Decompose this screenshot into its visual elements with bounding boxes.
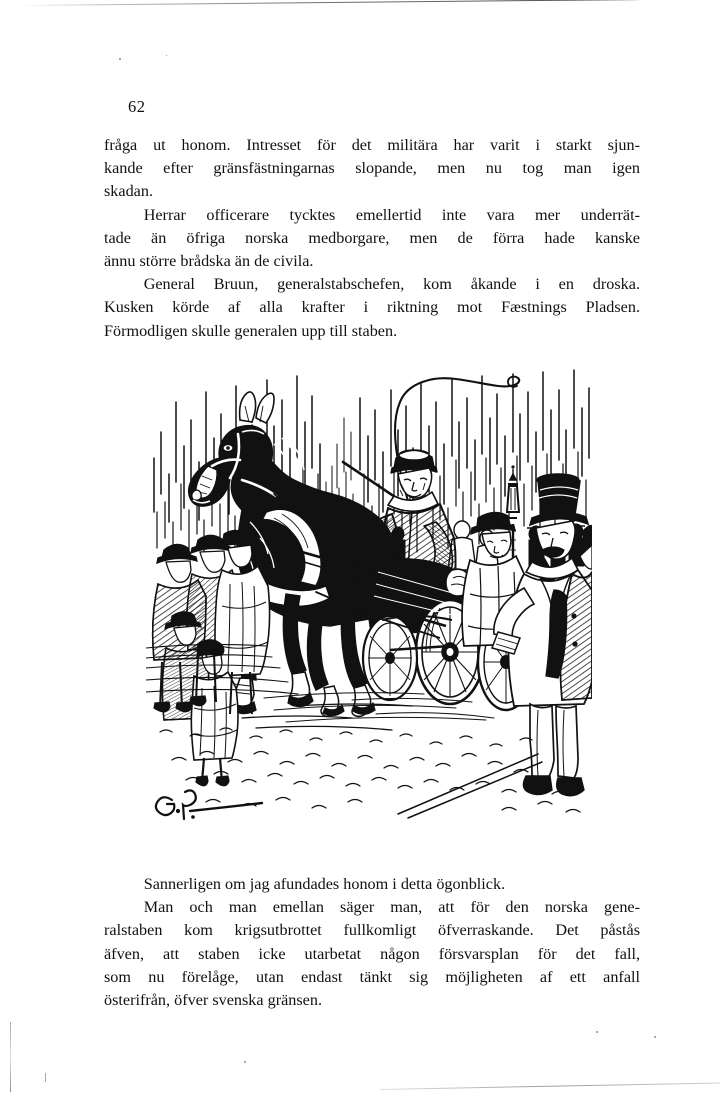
- scan-edge-top: [18, 0, 720, 6]
- text-line: Man och man emellan säger man, att för den norska gene-: [143, 898, 640, 917]
- text-line: fråga ut honom. Intresset för det militära har varit i starkt sjun-: [104, 136, 640, 154]
- text-line: äfven, att staben icke utarbetat någon försvarsplan för det fall,: [104, 944, 640, 963]
- text-line: Kusken körde af alla krafter i riktning mot Fæstnings Pladsen.: [104, 298, 640, 317]
- scan-speck: [166, 55, 167, 56]
- text-line: kande efter gränsfästningarnas slopande, men nu tog man igen: [104, 159, 640, 178]
- scan-speck: [119, 58, 121, 60]
- text-line: som nu förelåge, utan endast tänkt sig möjligheten af ett anfall: [104, 967, 640, 986]
- scan-edge-left: [10, 1022, 11, 1092]
- text-block-upper: [104, 134, 640, 343]
- text-line: österifrån, öfver svenska gränsen.: [104, 991, 323, 1010]
- text-line: General Bruun, generalstabschefen, kom åkande i en droska.: [143, 275, 640, 294]
- page-number: 62: [128, 97, 146, 116]
- text-line: ralstaben kom krigsutbrottet fullkomligt öfverraskande. Det påstås: [104, 921, 640, 940]
- text-line: Förmodligen skulle generalen upp till staben.: [104, 321, 398, 340]
- scan-speck: [244, 1061, 246, 1063]
- scan-edge-bottom: [380, 1082, 720, 1090]
- text-line: ännu större brådska än de civila.: [104, 252, 314, 271]
- text-line: Sannerligen om jag afundades honom i detta ögonblick.: [143, 875, 506, 893]
- paragraph-herrar: [104, 204, 640, 274]
- paragraph-fraga: [104, 134, 640, 204]
- paragraph-man-och-man: [104, 896, 640, 1012]
- text-block-lower: [104, 873, 640, 1012]
- scan-speck: [654, 1036, 656, 1038]
- paragraph-general: [104, 273, 640, 343]
- scan-speck: [596, 1031, 598, 1033]
- text-line: Herrar officerare tycktes emellertid inte vara mer underrät-: [143, 205, 640, 224]
- text-line: tade än öfriga norska medborgare, men de förra hade kanske: [104, 228, 640, 247]
- scan-speck: [45, 1073, 46, 1082]
- text-line: skadan.: [104, 182, 153, 201]
- paragraph-sannerligen: [104, 873, 640, 896]
- illustration-droska-street-scene: [146, 362, 592, 830]
